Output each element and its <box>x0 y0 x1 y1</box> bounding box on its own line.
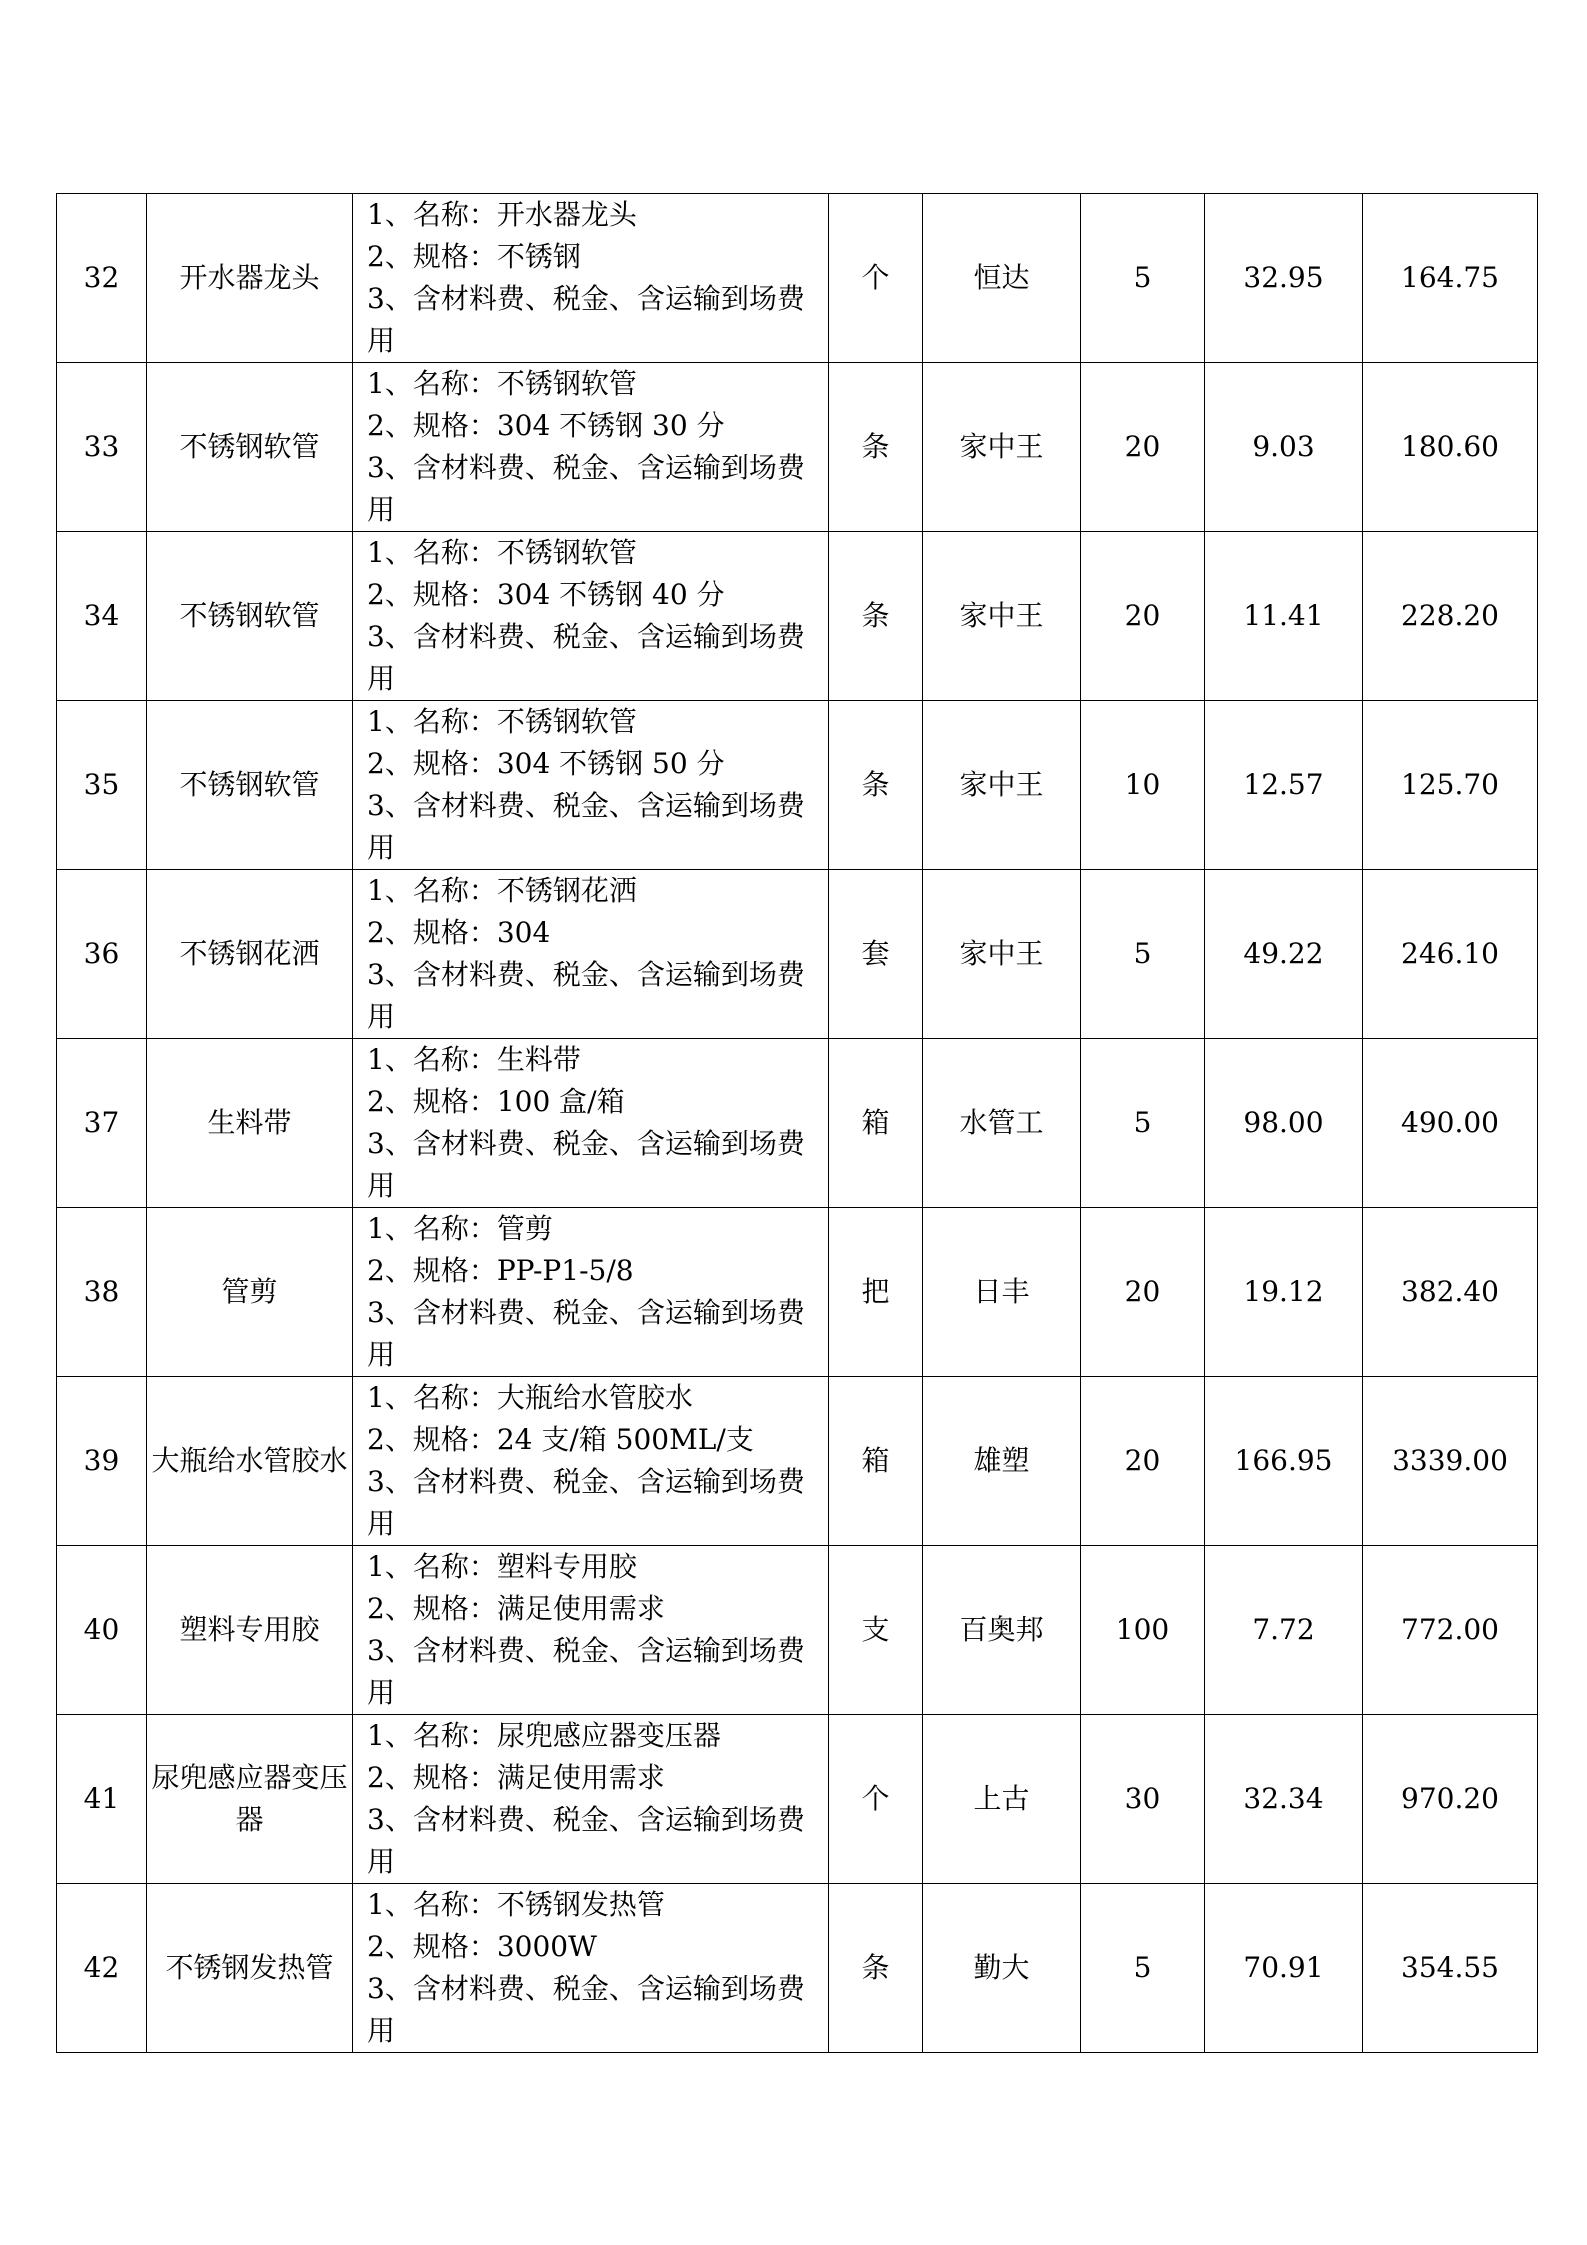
item-name-cell <box>147 1377 353 1546</box>
item-unit-price: 19.12 <box>1205 1208 1363 1377</box>
item-unit: 箱 <box>829 1039 923 1208</box>
description-line: 1、名称：大瓶给水管胶水 <box>367 1381 693 1414</box>
description-line: 2、规格：满足使用需求 <box>367 1592 665 1625</box>
item-total-price: 125.70 <box>1363 701 1538 870</box>
item-description <box>353 870 829 1039</box>
item-brand: 家中王 <box>923 870 1081 1039</box>
description-line: 2、规格：100 盒/箱 <box>367 1085 625 1118</box>
item-brand: 勤大 <box>923 1884 1081 2053</box>
row-number: 40 <box>57 1546 147 1715</box>
item-unit: 支 <box>829 1546 923 1715</box>
description-line: 1、名称：不锈钢花洒 <box>367 874 637 907</box>
item-description <box>353 532 829 701</box>
description-line: 3、含材料费、税金、含运输到场费用 <box>367 1803 805 1878</box>
item-unit: 套 <box>829 870 923 1039</box>
description-line: 1、名称：不锈钢软管 <box>367 705 637 738</box>
item-description <box>353 363 829 532</box>
description-line: 3、含材料费、税金、含运输到场费用 <box>367 958 805 1033</box>
item-quantity: 100 <box>1081 1546 1205 1715</box>
item-name: 不锈钢软管 <box>179 430 320 463</box>
item-total-price: 228.20 <box>1363 532 1538 701</box>
item-description <box>353 1039 829 1208</box>
item-total-price: 772.00 <box>1363 1546 1538 1715</box>
description-line: 3、含材料费、税金、含运输到场费用 <box>367 1465 805 1540</box>
description-line: 2、规格：3000W <box>367 1930 597 1963</box>
item-name-cell <box>147 194 353 363</box>
item-unit-price: 11.41 <box>1205 532 1363 701</box>
table-row <box>57 532 1538 701</box>
item-unit: 个 <box>829 1715 923 1884</box>
description-line: 2、规格：304 不锈钢 40 分 <box>367 578 725 611</box>
row-number: 32 <box>57 194 147 363</box>
materials-table <box>56 193 1538 2053</box>
item-description <box>353 1377 829 1546</box>
row-number: 39 <box>57 1377 147 1546</box>
item-brand: 家中王 <box>923 363 1081 532</box>
item-total-price: 354.55 <box>1363 1884 1538 2053</box>
item-total-price: 180.60 <box>1363 363 1538 532</box>
item-name: 不锈钢发热管 <box>165 1951 334 1984</box>
item-brand: 百奥邦 <box>923 1546 1081 1715</box>
item-unit-price: 7.72 <box>1205 1546 1363 1715</box>
row-number: 36 <box>57 870 147 1039</box>
item-quantity: 5 <box>1081 870 1205 1039</box>
item-total-price: 490.00 <box>1363 1039 1538 1208</box>
table-row <box>57 1715 1538 1884</box>
description-line: 1、名称：不锈钢软管 <box>367 367 637 400</box>
item-name-cell <box>147 363 353 532</box>
item-name-cell <box>147 870 353 1039</box>
table-row <box>57 1546 1538 1715</box>
table-row <box>57 701 1538 870</box>
row-number: 35 <box>57 701 147 870</box>
description-line: 1、名称：不锈钢发热管 <box>367 1888 665 1921</box>
item-quantity: 20 <box>1081 363 1205 532</box>
table-body <box>57 194 1538 2053</box>
item-name-cell <box>147 701 353 870</box>
item-unit-price: 70.91 <box>1205 1884 1363 2053</box>
item-name-cell <box>147 1039 353 1208</box>
item-brand: 恒达 <box>923 194 1081 363</box>
item-description <box>353 1546 829 1715</box>
table-row <box>57 363 1538 532</box>
description-line: 1、名称：不锈钢软管 <box>367 536 637 569</box>
table-row <box>57 1039 1538 1208</box>
item-description <box>353 701 829 870</box>
item-name-cell <box>147 1546 353 1715</box>
table-row <box>57 1377 1538 1546</box>
item-name-cell <box>147 1208 353 1377</box>
item-unit: 个 <box>829 194 923 363</box>
description-line: 2、规格：304 不锈钢 50 分 <box>367 747 725 780</box>
item-name: 管剪 <box>221 1275 278 1308</box>
description-line: 1、名称：生料带 <box>367 1043 581 1076</box>
item-name-cell <box>147 1884 353 2053</box>
row-number: 34 <box>57 532 147 701</box>
row-number: 37 <box>57 1039 147 1208</box>
description-line: 1、名称：塑料专用胶 <box>367 1550 637 1583</box>
item-total-price: 382.40 <box>1363 1208 1538 1377</box>
description-line: 2、规格：24 支/箱 500ML/支 <box>367 1423 754 1456</box>
description-line: 1、名称：管剪 <box>367 1212 553 1245</box>
row-number: 42 <box>57 1884 147 2053</box>
item-unit: 条 <box>829 532 923 701</box>
item-total-price: 970.20 <box>1363 1715 1538 1884</box>
description-line: 2、规格：满足使用需求 <box>367 1761 665 1794</box>
item-description <box>353 1715 829 1884</box>
table-row <box>57 1884 1538 2053</box>
item-unit: 条 <box>829 701 923 870</box>
item-quantity: 10 <box>1081 701 1205 870</box>
item-brand: 日丰 <box>923 1208 1081 1377</box>
item-quantity: 5 <box>1081 1039 1205 1208</box>
description-line: 3、含材料费、税金、含运输到场费用 <box>367 1634 805 1709</box>
row-number: 33 <box>57 363 147 532</box>
item-total-price: 3339.00 <box>1363 1377 1538 1546</box>
item-brand: 家中王 <box>923 701 1081 870</box>
description-line: 3、含材料费、税金、含运输到场费用 <box>367 1296 805 1371</box>
item-brand: 上古 <box>923 1715 1081 1884</box>
item-name: 塑料专用胶 <box>179 1613 320 1646</box>
description-line: 2、规格：304 不锈钢 30 分 <box>367 409 725 442</box>
table-row <box>57 194 1538 363</box>
item-name: 生料带 <box>207 1106 292 1139</box>
item-name: 不锈钢软管 <box>179 768 320 801</box>
item-name-cell <box>147 1715 353 1884</box>
item-name: 尿兜感应器变压器 <box>151 1761 348 1836</box>
item-brand: 水管工 <box>923 1039 1081 1208</box>
item-quantity: 20 <box>1081 1208 1205 1377</box>
description-line: 3、含材料费、税金、含运输到场费用 <box>367 1972 805 2047</box>
item-unit: 箱 <box>829 1377 923 1546</box>
table-row <box>57 1208 1538 1377</box>
table-row <box>57 870 1538 1039</box>
item-quantity: 20 <box>1081 1377 1205 1546</box>
item-unit: 把 <box>829 1208 923 1377</box>
description-line: 2、规格：不锈钢 <box>367 240 581 273</box>
description-line: 1、名称：尿兜感应器变压器 <box>367 1719 721 1752</box>
description-line: 3、含材料费、税金、含运输到场费用 <box>367 1127 805 1202</box>
description-line: 2、规格：PP-P1-5/8 <box>367 1254 634 1287</box>
item-unit-price: 32.95 <box>1205 194 1363 363</box>
description-line: 3、含材料费、税金、含运输到场费用 <box>367 282 805 357</box>
description-line: 1、名称：开水器龙头 <box>367 198 637 231</box>
item-unit: 条 <box>829 1884 923 2053</box>
description-line: 3、含材料费、税金、含运输到场费用 <box>367 620 805 695</box>
row-number: 41 <box>57 1715 147 1884</box>
item-unit-price: 12.57 <box>1205 701 1363 870</box>
item-name: 开水器龙头 <box>179 261 320 294</box>
row-number: 38 <box>57 1208 147 1377</box>
item-unit-price: 166.95 <box>1205 1377 1363 1546</box>
item-description <box>353 1884 829 2053</box>
item-description <box>353 194 829 363</box>
item-total-price: 164.75 <box>1363 194 1538 363</box>
item-name: 不锈钢软管 <box>179 599 320 632</box>
item-name: 不锈钢花洒 <box>179 937 320 970</box>
item-quantity: 5 <box>1081 194 1205 363</box>
item-unit-price: 98.00 <box>1205 1039 1363 1208</box>
description-line: 3、含材料费、税金、含运输到场费用 <box>367 451 805 526</box>
item-quantity: 5 <box>1081 1884 1205 2053</box>
description-line: 2、规格：304 <box>367 916 551 949</box>
item-total-price: 246.10 <box>1363 870 1538 1039</box>
item-brand: 家中王 <box>923 532 1081 701</box>
description-line: 3、含材料费、税金、含运输到场费用 <box>367 789 805 864</box>
item-quantity: 30 <box>1081 1715 1205 1884</box>
item-name: 大瓶给水管胶水 <box>151 1444 348 1477</box>
item-unit: 条 <box>829 363 923 532</box>
item-name-cell <box>147 532 353 701</box>
item-unit-price: 49.22 <box>1205 870 1363 1039</box>
item-quantity: 20 <box>1081 532 1205 701</box>
item-unit-price: 32.34 <box>1205 1715 1363 1884</box>
item-unit-price: 9.03 <box>1205 363 1363 532</box>
item-brand: 雄塑 <box>923 1377 1081 1546</box>
item-description <box>353 1208 829 1377</box>
